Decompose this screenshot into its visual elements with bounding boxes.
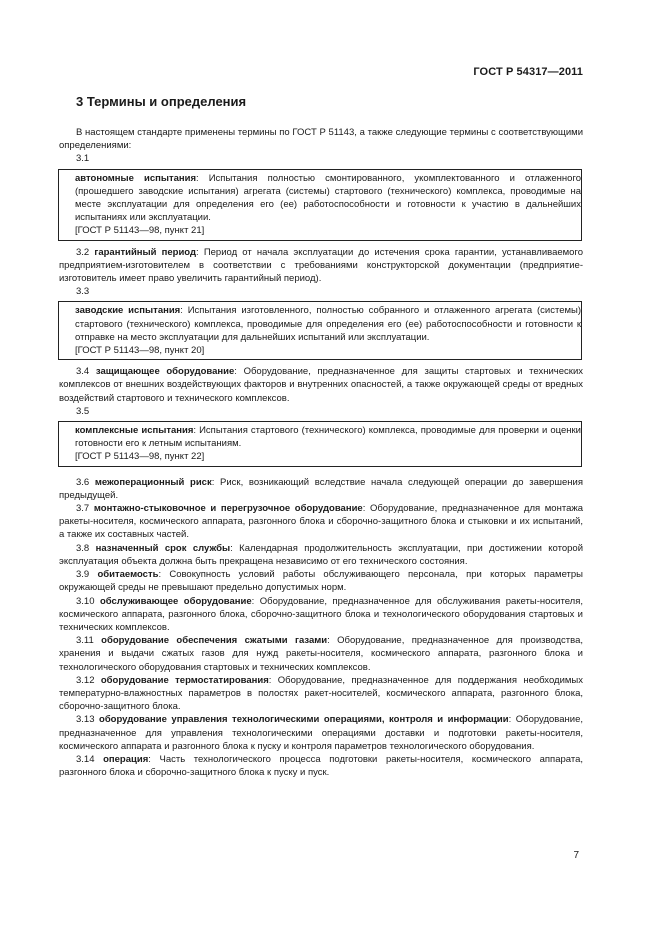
definition-text: Испытания стартового (технического) комплекса, проводимые для проверки и оценки готовности его к летным испытаниям. [75, 425, 581, 450]
entry-number: 3.6 [76, 476, 90, 488]
term-definition: заводские испытания: Испытания изготовленного, полностью собранного и отлаженного агрегата (системы) стартового (технического) комплекса, проводимые для определения его (ее) работоспособности и готовности к отправке на место эксплуатации для дальнейших испытаний или эксплуатации. [75, 305, 581, 343]
term-entry: 3.4 защищающее оборудование: Оборудование, предназначенное для защиты стартовых и технических комплексов от внешних воздействующих факторов и внутренних опасностей, а также окружающей среды от вредных воздействий стартового и технического комплексов. [59, 366, 583, 404]
section-title: 3 Термины и определения [76, 94, 247, 109]
term-entry: 3.2 гарантийный период: Период от начала эксплуатации до истечения срока гарантии, устанавливаемого предприятием-изготовителем в соответствии с требованиями конструкторской документации (предприятие-изготовитель имеет право увеличить гарантийный период). [59, 246, 584, 285]
term-name: автономные испытания [75, 172, 197, 184]
term-name: обслуживающее оборудование [99, 595, 252, 607]
definition-text: Оборудование, предназначенное для защиты стартовых и технических комплексов от внешних воздействующих факторов и внутренних опасностей, а также окружающей среды от вредных воздействий стартового и технического комплексов. [59, 366, 583, 404]
term-entry: 3.12 оборудование термостатирования: Оборудование, предназначенное для поддержания необходимых температурно-влажностных параметров в полостях ракет-носителей, космического аппарата, разгонного блока, сборочно-защитного блока. [59, 674, 583, 713]
term-source: [ГОСТ Р 51143—98, пункт 20] [75, 345, 205, 357]
entry-number: 3.9 [76, 569, 90, 581]
term-entry: 3.10 обслуживающее оборудование: Оборудование, предназначенное для обслуживания ракеты-носителя, космического аппарата, разгонного блока, сборочно-защитного блока и технологического оборудования стартовых и технических комплексов. [59, 595, 583, 633]
quoted-term-box [58, 169, 582, 241]
entry-number: 3.7 [76, 503, 90, 515]
entry-number: 3.3 [76, 286, 90, 298]
terms-content [59, 126, 583, 779]
intro-paragraph: В настоящем стандарте применены термины по ГОСТ Р 51143, а также следующие термины с соответствующими определениями: [59, 127, 583, 152]
term-name: заводские испытания [75, 305, 181, 317]
term-name: обитаемость [97, 569, 159, 581]
entry-number: 3.1 [76, 153, 90, 165]
term-name: оборудование управления технологическими операциями, контроля и информации [99, 714, 509, 726]
definition-text: Оборудование, предназначенное для поддержания необходимых температурно-влажностных параметров в полостях ракет-носителей, космического аппарата, разгонного блока, сборочно-защитного блока. [59, 674, 583, 713]
entry-number: 3.12 [76, 674, 95, 686]
quoted-term-box [58, 421, 582, 467]
definition-text: Оборудование, предназначенное для управления технологическими операциями доставки и подготовки ракеты-носителя, космического аппарата и разгонного блока к пуску и контроля параметров технологического оборудования. [59, 714, 583, 752]
term-source: [ГОСТ Р 51143—98, пункт 21] [75, 225, 205, 237]
definition-text: Календарная продолжительность эксплуатации, при достижении которой эксплуатация объекта должна быть прекращена независимо от его технического состояния. [59, 542, 584, 567]
term-name: межоперационный риск [94, 476, 212, 488]
term-entry: 3.7 монтажно-стыковочное и перегрузочное оборудование: Оборудование, предназначенное для монтажа ракеты-носителя, космического аппарата, разгонного блока и сборочно-защитного блока и стыковки и их испытаний, а также их составных частей. [59, 503, 584, 541]
term-definition: комплексные испытания: Испытания стартового (технического) комплекса, проводимые для проверки и оценки готовности его к летным испытаниям. [75, 425, 581, 450]
entry-number: 3.10 [76, 595, 95, 607]
term-entry: 3.9 обитаемость: Совокупность условий работы обслуживающего персонала, при которых параметры окружающей среды не превышают предельно допустимых норм. [59, 569, 583, 594]
term-name: монтажно-стыковочное и перегрузочное оборудование [93, 503, 363, 515]
term-entry: 3.13 оборудование управления технологическими операциями, контроля и информации: Оборудование, предназначенное для управления технологическими операциями доставки и подготовки ракеты-носителя, космического аппарата и разгонного блока к пуску и контроля параметров технологического оборудования. [59, 714, 583, 752]
quoted-term-box [58, 301, 582, 360]
entry-number: 3.8 [76, 542, 90, 554]
document-code: ГОСТ Р 54317—2011 [473, 66, 583, 78]
definition-text: Оборудование, предназначенное для монтажа ракеты-носителя, космического аппарата, разгонного блока и сборочно-защитного блока и стыковки и их испытаний, а также их составных частей. [59, 503, 584, 541]
term-entry: 3.8 назначенный срок службы: Календарная продолжительность эксплуатации, при достижении которой эксплуатация объекта должна быть прекращена независимо от его технического состояния. [59, 542, 584, 567]
entry-number: 3.13 [76, 714, 95, 726]
entry-number: 3.4 [76, 366, 90, 378]
term-name: оборудование термостатирования [100, 674, 269, 686]
term-entry: 3.11 оборудование обеспечения сжатыми газами: Оборудование, предназначенное для производства, хранения и выдачи сжатых газов для нужд ракеты-носителя, космического аппарата, разгонного блока и технологического оборудования стартовых и технических комплексов. [59, 635, 583, 673]
entry-number: 3.2 [76, 246, 90, 258]
term-entry: 3.6 межоперационный риск: Риск, возникающий вследствие начала следующей операции до завершения предыдущей. [59, 476, 583, 501]
definition-text: Оборудование, предназначенное для производства, хранения и выдачи сжатых газов для нужд ракеты-носителя, космического аппарата, разгонного блока и технологического оборудования стартовых и технических комплексов. [59, 635, 583, 673]
term-source: [ГОСТ Р 51143—98, пункт 22] [75, 451, 205, 463]
term-name: гарантийный период [94, 246, 197, 258]
term-name: операция [103, 753, 149, 765]
definition-text: Испытания изготовленного, полностью собранного и отлаженного агрегата (системы) стартового (технического) комплекса, проводимые для определения его (ее) работоспособности и готовности к отправке на место эксплуатации для дальнейших испытаний или эксплуатации. [75, 305, 581, 343]
term-name: защищающее оборудование [95, 366, 235, 378]
definition-text: Оборудование, предназначенное для обслуживания ракеты-носителя, космического аппарата, разгонного блока, сборочно-защитного блока и технологического оборудования стартовых и технических комплексов. [59, 595, 583, 633]
term-definition: автономные испытания: Испытания полностью смонтированного, укомплектованного и отлаженного (прошедшего заводские испытания) агрегата (системы) стартового (технического) комплекса, проводимые на месте эксплуатации для определения его (ее) работоспособности и готовности к участию в дальнейших испытаниях или эксплуатации. [75, 172, 581, 224]
entry-number: 3.5 [76, 405, 90, 417]
definition-text: Риск, возникающий вследствие начала следующей операции до завершения предыдущей. [59, 476, 583, 501]
definition-text: Испытания полностью смонтированного, укомплектованного и отлаженного (прошедшего заводские испытания) агрегата (системы) стартового (технического) комплекса, проводимые на месте эксплуатации для определения его (ее) работоспособности и готовности к участию в дальнейших испытаниях или эксплуатации. [75, 172, 581, 224]
term-name: назначенный срок службы [95, 542, 231, 554]
definition-text: Часть технологического процесса подготовки ракеты-носителя, космического аппарата, разгонного блока и сборочно-защитного блока к пуску и пуск. [59, 753, 584, 779]
term-name: оборудование обеспечения сжатыми газами [101, 635, 328, 647]
term-name: комплексные испытания [75, 425, 194, 437]
definition-text: Период от начала эксплуатации до истечения срока гарантии, устанавливаемого предприятием-изготовителем в соответствии с требованиями конструкторской документации (предприятие-изготовитель имеет право увеличить гарантийный период). [59, 246, 584, 285]
page-number: 7 [573, 850, 579, 861]
entry-number: 3.14 [76, 753, 95, 765]
definition-text: Совокупность условий работы обслуживающего персонала, при которых параметры окружающей среды не превышают предельно допустимых норм. [59, 569, 583, 594]
entry-number: 3.11 [76, 635, 94, 647]
term-entry: 3.14 операция: Часть технологического процесса подготовки ракеты-носителя, космического аппарата, разгонного блока и сборочно-защитного блока к пуску и пуск. [59, 753, 584, 779]
